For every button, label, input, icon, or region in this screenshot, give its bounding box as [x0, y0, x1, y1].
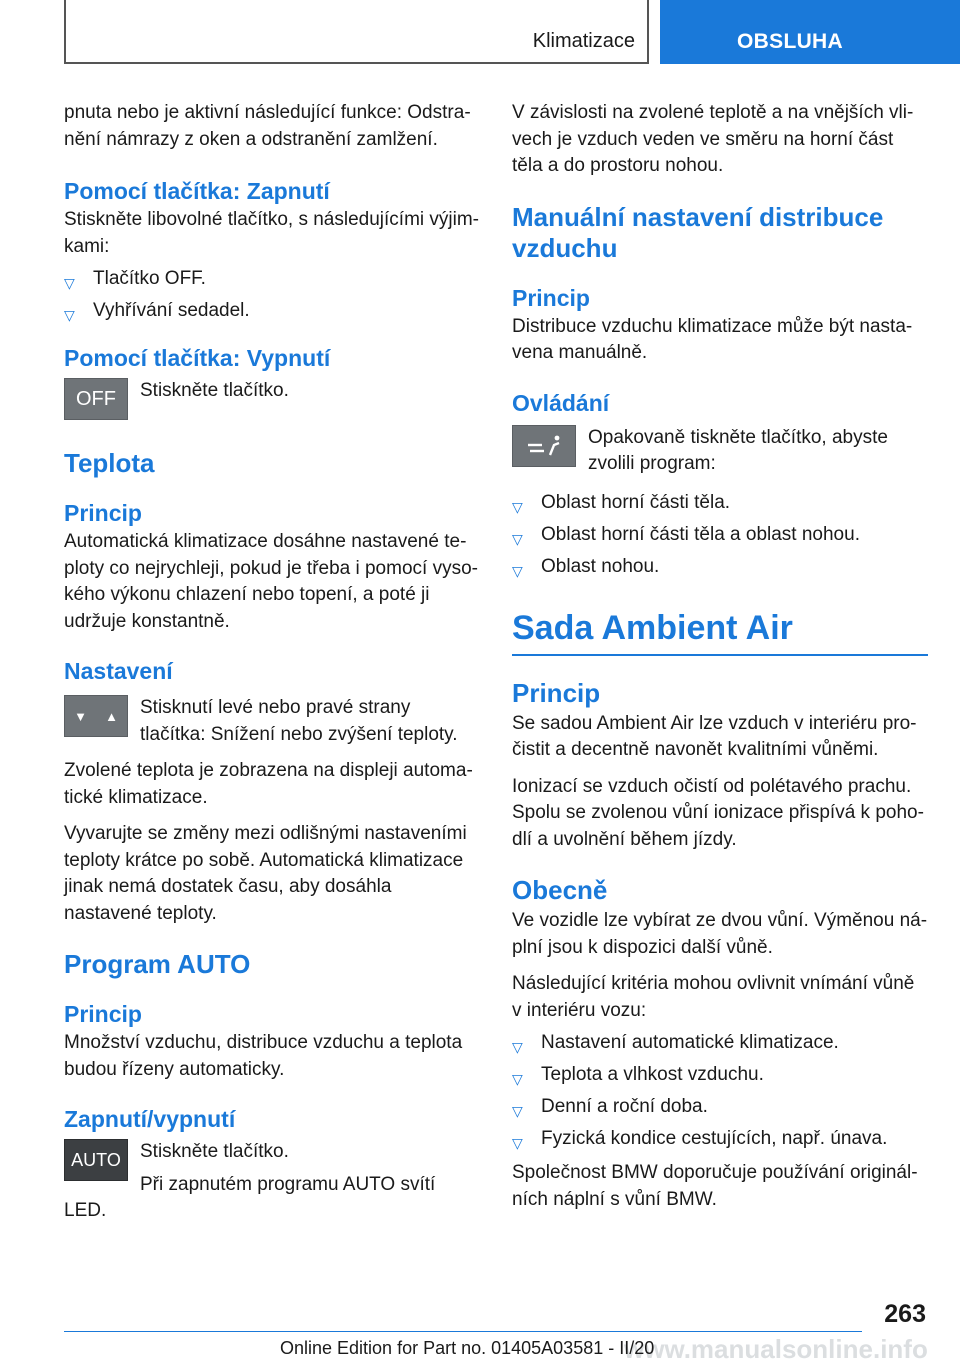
off-row: [64, 378, 480, 420]
temp-paragraph-2: Vyvarujte se změny mezi odlišnými nastaveními teploty krátce po sobě. Automatická klimatizace jinak nemá dostatek času, aby dosáhla nastavené teploty.: [64, 823, 467, 924]
bullet-triangle-icon: ▽: [512, 562, 523, 579]
auto-princip-text: Množství vzduchu, distribuce vzduchu a teplota budou řízeny automaticky.: [64, 1032, 463, 1080]
off-button-icon: OFF: [64, 378, 128, 420]
air-distribution-symbol-icon: [524, 433, 564, 459]
control-list: [512, 490, 928, 580]
general-paragraph-1: Ve vozidle lze vybírat ze dvou vůní. Výměnou náplní jsou k dispozici další vůně.: [512, 910, 928, 958]
temp-paragraph-1: Zvolené teplota je zobrazena na displeji automatické klimatizace.: [64, 760, 473, 808]
general-list: [512, 1030, 928, 1152]
bullet-triangle-icon: ▽: [512, 1103, 523, 1119]
left-column: [64, 100, 480, 1225]
auto-toggle-heading: Zapnutí/vypnutí: [64, 1106, 236, 1132]
auto-princip-heading: Princip: [64, 1001, 142, 1027]
edition-line: Online Edition for Part no. 01405A03581 - II/20: [280, 1338, 655, 1358]
control-heading: Ovládání: [512, 389, 610, 416]
list-item: ▽ Oblast nohou.: [512, 554, 928, 580]
control-text: Opakovaně tiskněte tlačítko, abyste zvolili program:: [588, 426, 888, 474]
auto-row: [64, 1139, 480, 1198]
list-item: ▽ Teplota a vlhkost vzduchu.: [512, 1062, 928, 1088]
temp-setting-text: Stisknutí levé nebo pravé strany tlačítka: Snížení nebo zvýšení teploty.: [140, 697, 458, 745]
temp-up-down-button-icon: [64, 695, 128, 737]
manual-princip-text: Distribuce vzduchu klimatizace může být nastavena manuálně.: [512, 315, 913, 363]
on-heading: Pomocí tlačítka: Zapnutí: [64, 178, 330, 204]
ambient-princip-heading: Princip: [512, 677, 601, 708]
auto-button-icon: AUTO: [64, 1139, 128, 1181]
bullet-triangle-icon: ▽: [512, 1039, 523, 1055]
list-item: ▽ Vyhřívání sedadel.: [64, 298, 480, 324]
bullet-triangle-icon: ▽: [512, 530, 523, 547]
general-paragraph-3: Společnost BMW doporučuje používání originálních náplní s vůní BMW.: [512, 1162, 918, 1210]
bullet-triangle-icon: ▽: [512, 498, 523, 515]
general-heading: Obecně: [512, 875, 608, 905]
on-text: Stiskněte libovolné tlačítko, s následujícími výjimkami:: [64, 209, 479, 257]
watermark: www.manualsonline.info: [624, 1334, 928, 1362]
intro-text: pnuta nebo je aktivní následující funkce: Odstranění námrazy z oken a odstranění zamlžení.: [64, 102, 471, 150]
bullet-triangle-icon: ▽: [64, 275, 75, 291]
temp-setting-row: [64, 695, 480, 748]
ambient-paragraph-2: Ionizací se vzduch očistí od polétavého prachu. Spolu se zvolenou vůní ionizace přispívá k pohodlí a uvolnění během jízdy.: [512, 775, 924, 850]
control-row: [512, 425, 928, 478]
list-item: ▽ Oblast horní části těla.: [512, 490, 928, 516]
page-number: 263: [884, 1300, 926, 1328]
section-tab: [660, 0, 960, 64]
footer-divider: [64, 1331, 862, 1332]
manual-heading: Manuální nastavení distribuce vzduchu: [512, 201, 884, 263]
header-title-box: [64, 0, 649, 64]
section-title: Klimatizace: [532, 30, 635, 52]
section-tab-label: OBSLUHA: [737, 30, 843, 53]
auto-heading: Program AUTO: [64, 949, 251, 979]
off-heading: Pomocí tlačítka: Vypnutí: [64, 345, 331, 371]
ambient-heading: Sada Ambient Air: [512, 608, 928, 656]
bullet-triangle-icon: ▽: [64, 307, 75, 323]
air-distribution-button-icon: [512, 425, 576, 467]
arrow-down-icon: ▼: [74, 708, 87, 724]
bullet-triangle-icon: ▽: [512, 1071, 523, 1087]
list-item: ▽ Tlačítko OFF.: [64, 266, 480, 292]
list-item: ▽ Oblast horní části těla a oblast nohou.: [512, 522, 928, 548]
general-paragraph-2: Následující kritéria mohou ovlivnit vnímání vůně v interiéru vozu:: [512, 973, 915, 1021]
temp-princip-text: Automatická klimatizace dosáhne nastavené teploty co nejrychleji, pokud je třeba i pomocí vysokého výkonu chlazení nebo topení, a poté ji udržuje konstantně.: [64, 531, 478, 632]
right-column: [512, 100, 928, 1213]
bullet-triangle-icon: ▽: [512, 1135, 523, 1151]
on-list: [64, 266, 480, 324]
ambient-paragraph-1: Se sadou Ambient Air lze vzduch v interiéru pročistit a decentně navonět kvalitními vůněmi.: [512, 712, 917, 760]
list-item: ▽ Nastavení automatické klimatizace.: [512, 1030, 928, 1056]
list-item: ▽ Denní a roční doba.: [512, 1094, 928, 1120]
temp-princip-heading: Princip: [64, 500, 142, 526]
auto-text-2: Při zapnutém programu AUTO svítí: [140, 1173, 436, 1195]
off-text: Stiskněte tlačítko.: [140, 380, 289, 401]
manual-princip-heading: Princip: [512, 284, 590, 311]
right-intro-text: V závislosti na zvolené teplotě a na vnějších vlivech je vzduch veden ve směru na horní část těla a do prostoru nohou.: [512, 102, 914, 176]
auto-text-3: LED.: [64, 1200, 107, 1221]
arrow-up-icon: ▲: [105, 708, 118, 724]
list-item: ▽ Fyzická kondice cestujících, např. únava.: [512, 1126, 928, 1152]
auto-text-1: Stiskněte tlačítko.: [140, 1141, 289, 1162]
temp-setting-heading: Nastavení: [64, 658, 173, 684]
temp-heading: Teplota: [64, 448, 155, 478]
